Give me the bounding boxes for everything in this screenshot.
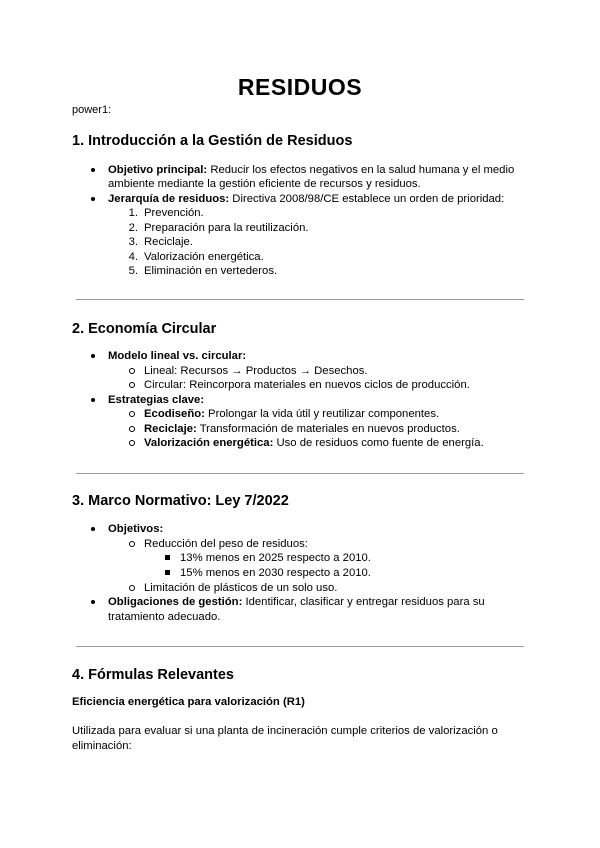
paragraph-continued: eliminación: xyxy=(72,740,132,752)
section-divider xyxy=(76,299,524,300)
sub-item-label: Valorización energética: xyxy=(144,437,274,449)
paragraph: Utilizada para evaluar si una planta de incineración cumple criterios de valorización o xyxy=(72,725,498,737)
bullet-label: Modelo lineal vs. circular: xyxy=(108,350,247,362)
item-text: Reciclaje. xyxy=(144,236,193,248)
section-2-heading: 2. Economía Circular xyxy=(72,321,217,337)
sub-list-item: Reducción del peso de residuos: xyxy=(144,538,308,550)
sub-item-label: Ecodiseño: xyxy=(144,408,205,420)
numbered-item xyxy=(128,264,278,278)
item-text: Preparación para la reutilización. xyxy=(144,222,309,234)
bullet-label: Estrategias clave: xyxy=(108,394,205,406)
list-item xyxy=(108,522,163,536)
sub-item-text: Prolongar la vida útil y reutilizar componentes. xyxy=(204,408,440,420)
item-number: 4. xyxy=(128,251,138,263)
sub-list-item: Limitación de plásticos de un solo uso. xyxy=(144,582,338,594)
bullet-text-continued: tratamiento adecuado. xyxy=(108,611,221,623)
section-divider xyxy=(76,473,524,474)
list-item xyxy=(108,192,504,206)
bullet-text: Directiva 2008/98/CE establece un orden de prioridad: xyxy=(229,193,505,205)
bullet-text: Reducir los efectos negativos en la salud humana y el medio xyxy=(207,164,515,176)
list-item xyxy=(108,595,485,609)
item-text: Eliminación en vertederos. xyxy=(144,265,278,277)
item-number: 1. xyxy=(128,207,138,219)
bullet-label: Obligaciones de gestión: xyxy=(108,596,243,608)
bullet-label: Objetivos: xyxy=(108,523,164,535)
list-item xyxy=(108,349,246,363)
numbered-item xyxy=(128,250,264,264)
formula-subheading: Eficiencia energética para valorización (R1) xyxy=(72,696,305,708)
item-number: 2. xyxy=(128,222,138,234)
item-number: 3. xyxy=(128,236,138,248)
sub-list-item xyxy=(144,436,484,450)
numbered-item xyxy=(128,206,204,220)
document-title: RESIDUOS xyxy=(237,74,363,100)
sub-list-item xyxy=(144,407,439,421)
numbered-item xyxy=(128,235,193,249)
item-text: Valorización energética. xyxy=(144,251,264,263)
sub-list-item: Circular: Reincorpora materiales en nuevos ciclos de producción. xyxy=(144,379,470,391)
item-number: 5. xyxy=(128,265,138,277)
sub-sub-list-item: 13% menos en 2025 respecto a 2010. xyxy=(180,552,371,564)
section-1-heading: 1. Introducción a la Gestión de Residuos xyxy=(72,133,353,149)
sub-list-item: Lineal: Recursos → Productos → Desechos. xyxy=(144,365,368,377)
section-divider xyxy=(76,646,524,647)
sub-item-text: Uso de residuos como fuente de energía. xyxy=(273,437,484,449)
item-text: Prevención. xyxy=(144,207,204,219)
numbered-item xyxy=(128,221,309,235)
sub-item-label: Reciclaje: xyxy=(144,423,197,435)
list-item xyxy=(108,393,204,407)
sub-sub-list-item: 15% menos en 2030 respecto a 2010. xyxy=(180,567,371,579)
bullet-label: Jerarquía de residuos: xyxy=(108,193,230,205)
bullet-text: Identificar, clasificar y entregar residuos para su xyxy=(242,596,485,608)
bullet-label: Objetivo principal: xyxy=(108,164,208,176)
sub-list-item xyxy=(144,422,460,436)
section-3-heading: 3. Marco Normativo: Ley 7/2022 xyxy=(72,493,289,509)
list-item xyxy=(108,163,514,177)
bullet-text-continued: ambiente mediante la gestión eficiente de recursos y residuos. xyxy=(108,178,421,190)
document-meta: power1: xyxy=(72,104,112,116)
section-4-heading: 4. Fórmulas Relevantes xyxy=(72,667,234,683)
sub-item-text: Transformación de materiales en nuevos productos. xyxy=(196,423,460,435)
